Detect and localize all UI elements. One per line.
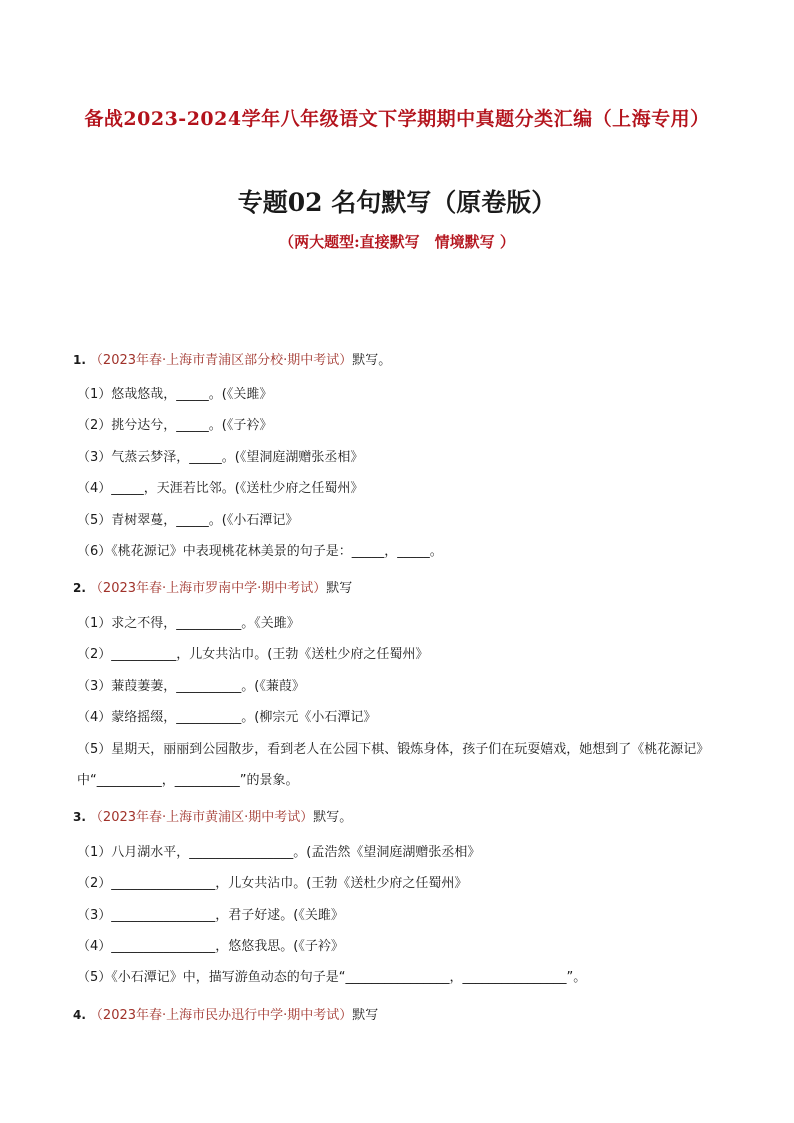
question-instruction: 默写	[352, 1008, 379, 1023]
question-number: 3.	[73, 810, 86, 824]
question-item: （2）__________，儿女共沾巾。(王勃《送杜少府之任蜀州》	[77, 647, 429, 662]
question-2-header	[73, 579, 352, 598]
question-source: （2023年春·上海市民办迅行中学·期中考试）	[89, 1008, 353, 1023]
question-instruction: 默写。	[352, 353, 392, 368]
question-source: （2023年春·上海市黄浦区·期中考试）	[89, 810, 314, 825]
question-item: （3）蒹葭萋萋，__________。(《蒹葭》	[77, 679, 305, 694]
question-source: （2023年春·上海市青浦区部分校·期中考试）	[89, 353, 353, 368]
question-item: （3）________________，君子好逑。(《关雎》	[77, 908, 344, 923]
question-item: （6）《桃花源记》中表现桃花林美景的句子是：_____，_____。	[77, 544, 443, 559]
question-3-header	[73, 808, 352, 827]
question-item: （2）________________，儿女共沾巾。(王勃《送杜少府之任蜀州》	[77, 876, 468, 891]
question-4-header	[73, 1006, 378, 1025]
question-types-subtitle: （两大题型:直接默写 情境默写 ）	[279, 233, 515, 251]
question-item: （4）________________，悠悠我思。(《子衿》	[77, 939, 344, 954]
question-item: （1）求之不得，__________。《关雎》	[77, 616, 300, 631]
question-item: （1）八月湖水平，________________。(孟浩然《望洞庭湖赠张丞相》	[77, 845, 481, 860]
page-title: 专题02 名句默写（原卷版）	[237, 188, 557, 217]
question-number: 4.	[73, 1008, 86, 1022]
question-instruction: 默写	[326, 581, 353, 596]
question-number: 1.	[73, 353, 86, 367]
question-item: （5）青树翠蔓，_____。(《小石潭记》	[77, 513, 299, 528]
question-number: 2.	[73, 581, 86, 595]
question-source: （2023年春·上海市罗南中学·期中考试）	[89, 581, 327, 596]
series-title: 备战2023-2024学年八年级语文下学期期中真题分类汇编（上海专用）	[84, 108, 710, 130]
question-item: （4）蒙络摇缀，__________。(柳宗元《小石潭记》	[77, 710, 377, 725]
question-item: （3）气蒸云梦泽，_____。(《望洞庭湖赠张丞相》	[77, 450, 364, 465]
question-item: （2）挑兮达兮，_____。(《子衿》	[77, 418, 273, 433]
question-item: （5）《小石潭记》中，描写游鱼动态的句子是“________________，________________”。	[77, 970, 587, 985]
question-item: （1）悠哉悠哉，_____。(《关雎》	[77, 387, 273, 402]
question-1-header	[73, 351, 391, 370]
question-item: （4）_____，天涯若比邻。(《送杜少府之任蜀州》	[77, 481, 364, 496]
question-instruction: 默写。	[313, 810, 353, 825]
question-item: （5）星期天，丽丽到公园散步，看到老人在公园下棋、锻炼身体，孩子们在玩耍嬉戏，她想到了《桃花源记》中“__________，__________”的景象。	[77, 742, 710, 788]
